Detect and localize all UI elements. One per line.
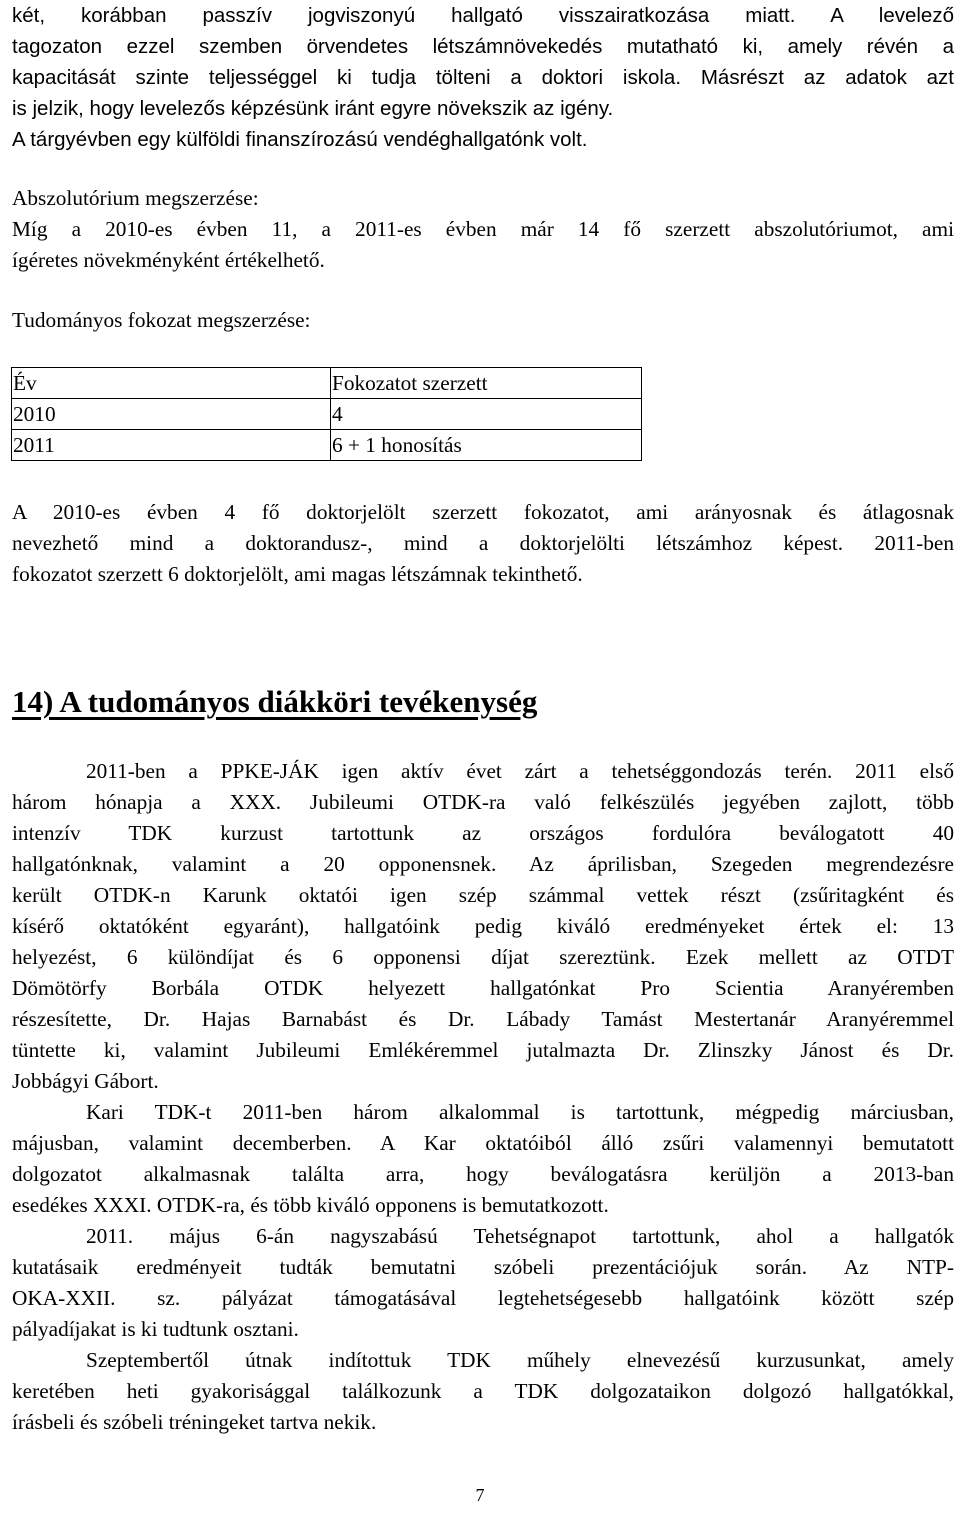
table-header-cell: Év <box>12 368 331 399</box>
text-line: A tárgyévben egy külföldi finanszírozású vendéghallgatónk volt. <box>12 128 588 151</box>
text-line: Jobbágyi Gábort. <box>12 1069 159 1093</box>
text-line: részesítette, Dr. Hajas Barnabást és Dr. Lábady Tamást Mestertanár Aranyéremmel <box>12 1007 954 1031</box>
text-line: fokozatot szerzett 6 doktorjelölt, ami magas létszámnak tekinthető. <box>12 562 583 586</box>
text-line: három hónapja a XXX. Jubileumi OTDK-ra való felkészülés jegyében zajlott, több <box>12 790 954 814</box>
text-line: 2011-ben a PPKE-JÁK igen aktív évet zárt a tehetséggondozás terén. 2011 első <box>86 759 954 783</box>
text-line: Kari TDK-t 2011-ben három alkalommal is tartottunk, mégpedig márciusban, <box>86 1100 954 1124</box>
abszolutorium-block <box>12 183 954 276</box>
text-line: tagozaton ezzel szemben örvendetes létszámnövekedés mutatható ki, amely révén a <box>12 35 954 58</box>
text-line: nevezhető mind a doktorandusz-, mind a doktorjelölti létszámhoz képest. 2011-ben <box>12 531 954 555</box>
text-line: Szeptembertől útnak indítottuk TDK műhely elnevezésű kurzusunkat, amely <box>86 1348 954 1372</box>
text-line: esedékes XXXI. OTDK-ra, és több kiváló opponens is bemutatkozott. <box>12 1193 609 1217</box>
text-line: Míg a 2010-es évben 11, a 2011-es évben már 14 fő szerzett abszolutóriumot, ami <box>12 217 954 241</box>
section-subheading: Tudományos fokozat megszerzése: <box>12 308 311 332</box>
text-line: helyezést, 6 különdíjat és 6 opponensi díjat szereztünk. Ezek mellett az OTDT <box>12 945 954 969</box>
text-line: írásbeli és szóbeli tréningeket tartva nekik. <box>12 1410 377 1434</box>
degree-table <box>11 367 642 461</box>
text-line: májusban, valamint decemberben. A Kar oktatóiból álló zsűri valamennyi bemutatott <box>12 1131 954 1155</box>
table-cell: 2010 <box>12 399 331 430</box>
table-cell: 2011 <box>12 430 331 461</box>
text-line: kísérő oktatóként egyaránt), hallgatóink pedig kiváló eredményeket értek el: 13 <box>12 914 954 938</box>
text-line: intenzív TDK kurzust tartottunk az országos fordulóra beválogatott 40 <box>12 821 954 845</box>
paragraph <box>12 1221 954 1345</box>
text-line: Dömötörfy Borbála OTDK helyezett hallgatónkat Pro Scientia Aranyéremben <box>12 976 954 1000</box>
table-cell: 4 <box>331 399 642 430</box>
fokozat-paragraph <box>12 497 954 590</box>
section-heading: 14) A tudományos diákköri tevékenység <box>12 684 538 719</box>
text-line: OKA-XXII. sz. pályázat támogatásával legtehetségesebb hallgatóink között szép <box>12 1286 954 1310</box>
paragraph <box>12 1097 954 1221</box>
table-row <box>12 430 642 461</box>
table-cell: 6 + 1 honosítás <box>331 430 642 461</box>
paragraph <box>12 756 954 1097</box>
text-line: tüntette ki, valamint Jubileumi Emlékéremmel jutalmazta Dr. Zlinszky Jánost és Dr. <box>12 1038 954 1062</box>
text-line: kapacitását szinte teljességgel ki tudja tölteni a doktori iskola. Másrészt az adatok azt <box>12 66 954 89</box>
text-line: került OTDK-n Karunk oktatói igen szép számmal vettek részt (zsűritagként és <box>12 883 954 907</box>
text-line: hallgatónknak, valamint a 20 opponensnek. Az áprilisban, Szegeden megrendezésre <box>12 852 954 876</box>
text-line: két, korábban passzív jogviszonyú hallgató visszairatkozása miatt. A levelező <box>12 4 954 27</box>
fokozat-block <box>12 305 954 336</box>
text-line: 2011. május 6-án nagyszabású Tehetségnapot tartottunk, ahol a hallgatók <box>86 1224 954 1248</box>
section-body <box>12 756 954 1438</box>
text-line: dolgozatot alkalmasnak találta arra, hogy beválogatásra kerüljön a 2013-ban <box>12 1162 954 1186</box>
intro-paragraph <box>12 0 954 155</box>
paragraph <box>12 1345 954 1438</box>
section-subheading: Abszolutórium megszerzése: <box>12 186 259 210</box>
text-line: A 2010-es évben 4 fő doktorjelölt szerzett fokozatot, ami arányosnak és átlagosnak <box>12 500 954 524</box>
text-line: keretében heti gyakorisággal találkozunk a TDK dolgozataikon dolgozó hallgatókkal, <box>12 1379 954 1403</box>
text-line: is jelzik, hogy levelezős képzésünk iránt egyre növekszik az igény. <box>12 97 614 120</box>
table-header-cell: Fokozatot szerzett <box>331 368 642 399</box>
page-number: 7 <box>475 1485 485 1505</box>
text-line: ígéretes növekményként értékelhető. <box>12 248 325 272</box>
text-line: kutatásaik eredményeit tudták bemutatni szóbeli prezentációjuk során. Az NTP- <box>12 1255 954 1279</box>
table-header-row <box>12 368 642 399</box>
table-row <box>12 399 642 430</box>
text-line: pályadíjakat is ki tudtunk osztani. <box>12 1317 299 1341</box>
